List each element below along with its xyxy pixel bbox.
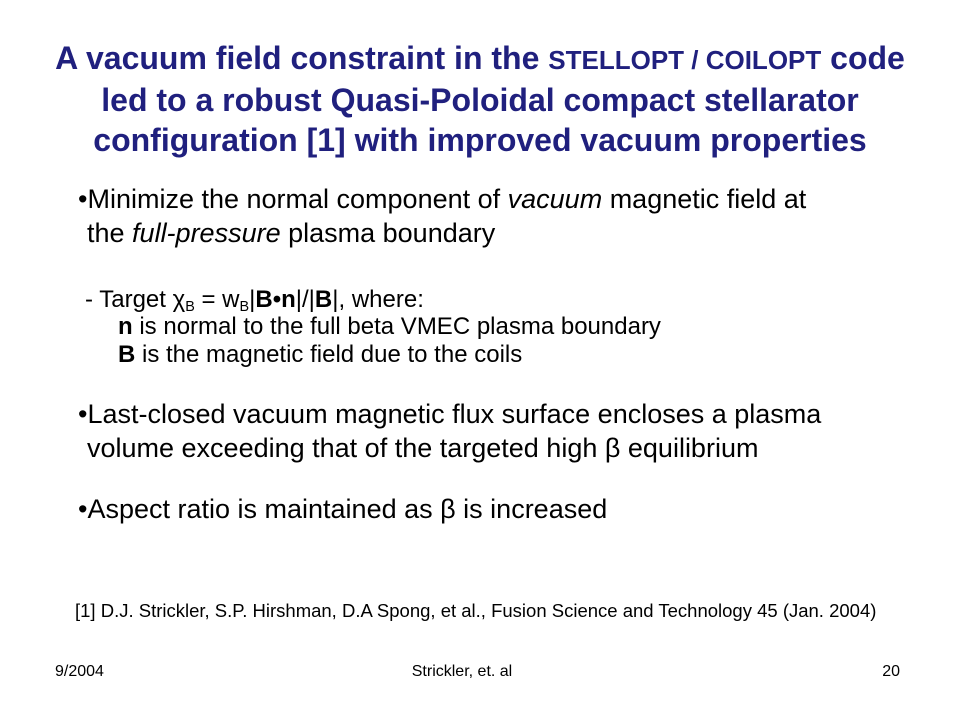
bold-vector: n (118, 313, 133, 340)
definition-text: is the magnetic field due to the coils (135, 341, 523, 368)
title-line-1 (0, 38, 960, 80)
footer-date: 9/2004 (55, 663, 104, 680)
subscript: B (185, 299, 195, 316)
emphasis-text: full-pressure (132, 218, 281, 248)
emphasis-text: vacuum (507, 184, 603, 214)
title-text: code (821, 40, 905, 76)
bullet-text: Last-closed vacuum magnetic flux surface encloses a plasma (87, 399, 822, 429)
formula-text: |, where: (332, 286, 424, 313)
bullet-text: is increased (455, 494, 608, 524)
bullet-text: the (87, 218, 133, 248)
bullet-last-closed-surface (78, 397, 821, 465)
bullet-minimize-normal-field (78, 182, 806, 250)
bullet-text: Aspect ratio is maintained as (87, 494, 441, 524)
bullet-line (78, 182, 806, 216)
bullet-point: • (78, 494, 88, 524)
formula-text: = w (194, 286, 240, 313)
formula-text: |/| (295, 286, 315, 313)
bullet-aspect-ratio (78, 492, 607, 526)
bullet-line (78, 492, 607, 526)
bullet-continuation-line (78, 431, 821, 465)
beta-symbol: β (440, 494, 456, 524)
formula-text: | (249, 286, 256, 313)
bold-vector: B (118, 341, 136, 368)
bullet-point: • (78, 184, 88, 214)
bullet-text: magnetic field at (602, 184, 807, 214)
title-line-3: configuration [1] with improved vacuum properties (93, 122, 867, 158)
formula-definitions (118, 313, 661, 369)
code-name: STELLOPT / COILOPT (548, 45, 822, 75)
subscript: B (239, 299, 250, 316)
bullet-text: volume exceeding that of the targeted high (87, 433, 605, 463)
page-number: 20 (882, 663, 900, 680)
target-formula (85, 286, 424, 314)
formula-text: - Target (85, 286, 173, 313)
title-line-2: led to a robust Quasi-Poloidal compact stellarator (101, 82, 859, 118)
beta-symbol: β (604, 433, 621, 463)
bold-vector: B•n (255, 286, 296, 313)
definition-text: is normal to the full beta VMEC plasma boundary (132, 313, 661, 340)
bullet-point: • (78, 399, 88, 429)
bullet-continuation-line (78, 216, 806, 250)
title-text: A vacuum field constraint in the (55, 40, 549, 76)
footer-author: Strickler, et. al (411, 663, 513, 680)
bold-vector: B (314, 286, 333, 313)
bullet-text: equilibrium (620, 433, 759, 463)
definition-n (118, 313, 661, 341)
slide-title (0, 38, 960, 160)
bullet-text: plasma boundary (280, 218, 496, 248)
reference-citation: [1] D.J. Strickler, S.P. Hirshman, D.A Spong, et al., Fusion Science and Technology 45 (Jan. 2004) (75, 600, 877, 621)
definition-b (118, 341, 661, 369)
bullet-line (78, 397, 821, 431)
bullet-text: Minimize the normal component of (87, 184, 508, 214)
chi-symbol: χ (172, 286, 186, 313)
